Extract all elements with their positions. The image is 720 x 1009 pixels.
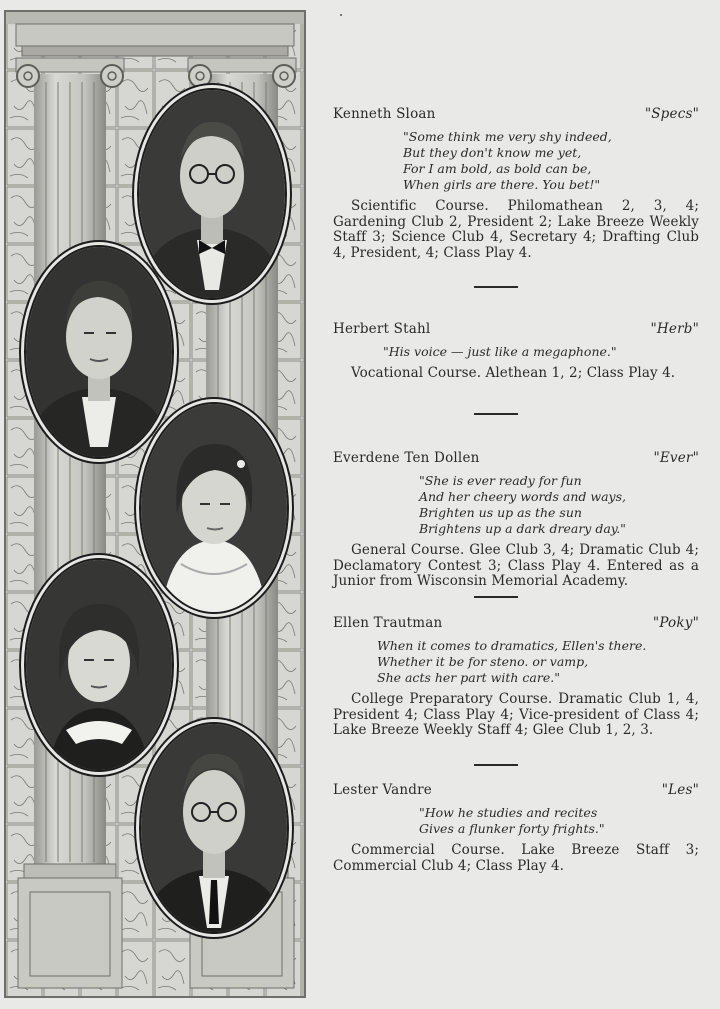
verse (333, 473, 699, 537)
photo-image (26, 247, 172, 457)
entry-header (333, 450, 699, 470)
verse (333, 805, 699, 837)
entry-ellen-trautman (333, 615, 699, 739)
entry-herbert-stahl (333, 321, 699, 382)
activities-text: General Course. Glee Club 3, 4; Dramatic Club 4; Declamatory Contest 3; Class Play 4. Entered as a Junior from Wisconsin Memorial Academy. (333, 542, 699, 589)
portrait-everdene-ten-dollen (139, 402, 289, 614)
verse (333, 129, 699, 193)
verse-line: "Some think me very shy indeed, (403, 129, 612, 144)
verse-line: Brighten us up as the sun (419, 505, 582, 520)
entry-header (333, 782, 699, 802)
student-name: Everdene Ten Dollen (333, 450, 480, 466)
portrait-ellen-trautman (24, 558, 174, 772)
student-name: Herbert Stahl (333, 321, 431, 337)
section-divider (474, 413, 518, 415)
student-nickname: "Ever" (653, 450, 699, 466)
verse (333, 638, 699, 686)
activities-text: Scientific Course. Philomathean 2, 3, 4; Gardening Club 2, President 2; Lake Breeze Weekly Staff 3; Science Club 4, Secretary 4; Drafting Club 4, President, 4; Class Play 4. (333, 198, 699, 261)
photo-image (139, 90, 285, 298)
activities-text: Commercial Course. Lake Breeze Staff 3; Commercial Club 4; Class Play 4. (333, 842, 699, 874)
section-divider (474, 596, 518, 598)
student-nickname: "Specs" (644, 106, 699, 122)
portrait-herbert-stahl (24, 245, 174, 459)
portrait-lester-vandre (139, 722, 289, 934)
verse-line: Brightens up a dark dreary day." (419, 521, 626, 536)
activities-text: College Preparatory Course. Dramatic Club 1, 4, President 4; Class Play 4; Vice-president of Class 4; Lake Breeze Weekly Staff 4; Glee Club 1, 2, 3. (333, 691, 699, 738)
verse-line: When girls are there. You bet!" (403, 177, 601, 192)
photo-image (26, 560, 172, 770)
entry-kenneth-sloan (333, 106, 699, 261)
student-nickname: "Poky" (652, 615, 699, 631)
student-nickname: "Les" (661, 782, 699, 798)
student-name: Kenneth Sloan (333, 106, 436, 122)
entry-everdene-ten-dollen (333, 450, 699, 590)
verse-line: For I am bold, as bold can be, (403, 161, 592, 176)
verse-line: And her cheery words and ways, (419, 489, 626, 504)
verse (333, 344, 699, 360)
portrait-kenneth-sloan (137, 88, 287, 300)
verse-line: "She is ever ready for fun (419, 473, 582, 488)
photo-image (141, 404, 287, 612)
verse-line: "His voice — just like a megaphone." (383, 344, 617, 359)
verse-line: Gives a flunker forty frights." (419, 821, 605, 836)
entry-lester-vandre (333, 782, 699, 874)
student-nickname: "Herb" (650, 321, 699, 337)
verse-line: "How he studies and recites (419, 805, 598, 820)
section-divider (474, 286, 518, 288)
student-name: Ellen Trautman (333, 615, 443, 631)
verse-line: But they don't know me yet, (403, 145, 582, 160)
entry-header (333, 106, 699, 126)
verse-line: When it comes to dramatics, Ellen's there. (377, 638, 647, 653)
entry-header (333, 321, 699, 341)
entry-header (333, 615, 699, 635)
verse-line: Whether it be for steno. or vamp, (377, 654, 589, 669)
student-name: Lester Vandre (333, 782, 432, 798)
verse-line: She acts her part with care." (377, 670, 560, 685)
section-divider (474, 764, 518, 766)
print-speck (340, 14, 342, 16)
photo-image (141, 724, 287, 932)
activities-text: Vocational Course. Alethean 1, 2; Class Play 4. (351, 365, 676, 381)
